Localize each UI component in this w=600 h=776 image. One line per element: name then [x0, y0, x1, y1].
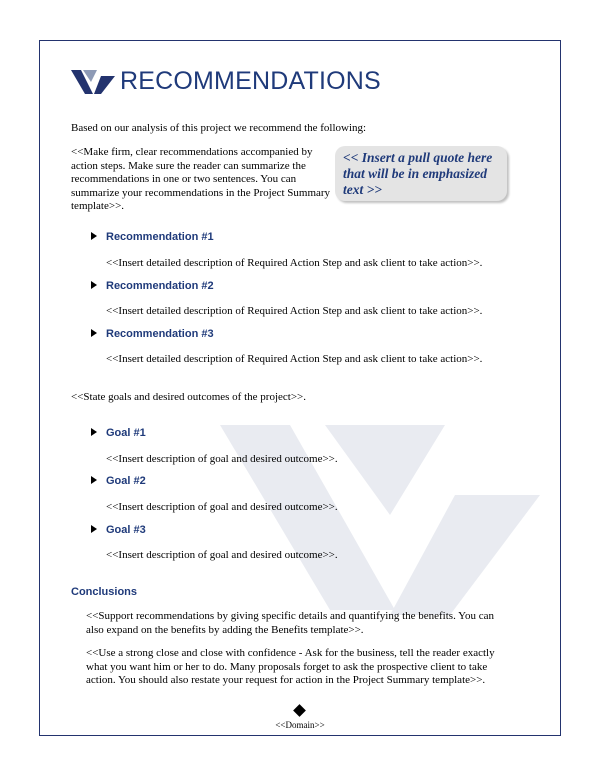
recommendations-summary: <<Make firm, clear recommendations accompanied by action steps. Make sure the reader can summarize the recommendations in one or two sentences. You can summarize your recommendations in the Project Summary template>>.	[71, 146, 331, 212]
recommendation-heading: Recommendation #3	[106, 328, 214, 340]
intro-text: Based on our analysis of this project we recommend the following:	[71, 122, 367, 134]
conclusions-paragraph: <<Support recommendations by giving specific details and quantifying the benefits. You can also expand on the benefits by adding the Benefits template>>.	[86, 610, 495, 636]
pull-quote-text: << Insert a pull quote here that will be in emphasized text >>	[343, 150, 493, 197]
footer-domain: <<Domain>>	[275, 720, 325, 730]
bullet-arrow-icon	[91, 281, 97, 289]
recommendation-detail: <<Insert detailed description of Required Action Step and ask client to take action>>.	[106, 305, 483, 317]
bullet-arrow-icon	[91, 329, 97, 337]
goal-heading: Goal #2	[106, 475, 146, 487]
conclusions-paragraph: <<Use a strong close and close with confidence - Ask for the business, tell the reader exactly what you want him or her to do. Many proposals forget to ask the prospective client to take action. You should also restate your request for action in the Project Summary template>>.	[86, 647, 495, 686]
conclusions-heading: Conclusions	[71, 586, 138, 598]
recommendation-detail: <<Insert detailed description of Required Action Step and ask client to take action>>.	[106, 353, 483, 365]
goal-detail: <<Insert description of goal and desired outcome>>.	[106, 453, 338, 465]
goals-intro: <<State goals and desired outcomes of the project>>.	[71, 391, 306, 403]
pull-quote-box	[335, 146, 507, 201]
goal-heading: Goal #1	[106, 427, 146, 439]
recommendation-detail: <<Insert detailed description of Required Action Step and ask client to take action>>.	[106, 257, 483, 269]
page-title: RECOMMENDATIONS	[120, 67, 381, 95]
goal-detail: <<Insert description of goal and desired outcome>>.	[106, 501, 338, 513]
watermark-logo	[205, 420, 545, 620]
bullet-arrow-icon	[91, 476, 97, 484]
bullet-arrow-icon	[91, 428, 97, 436]
recommendation-heading: Recommendation #2	[106, 280, 214, 292]
bullet-arrow-icon	[91, 525, 97, 533]
company-logo-icon	[71, 70, 115, 96]
bullet-arrow-icon	[91, 232, 97, 240]
goal-heading: Goal #3	[106, 524, 146, 536]
recommendation-heading: Recommendation #1	[106, 231, 214, 243]
goal-detail: <<Insert description of goal and desired outcome>>.	[106, 549, 338, 561]
